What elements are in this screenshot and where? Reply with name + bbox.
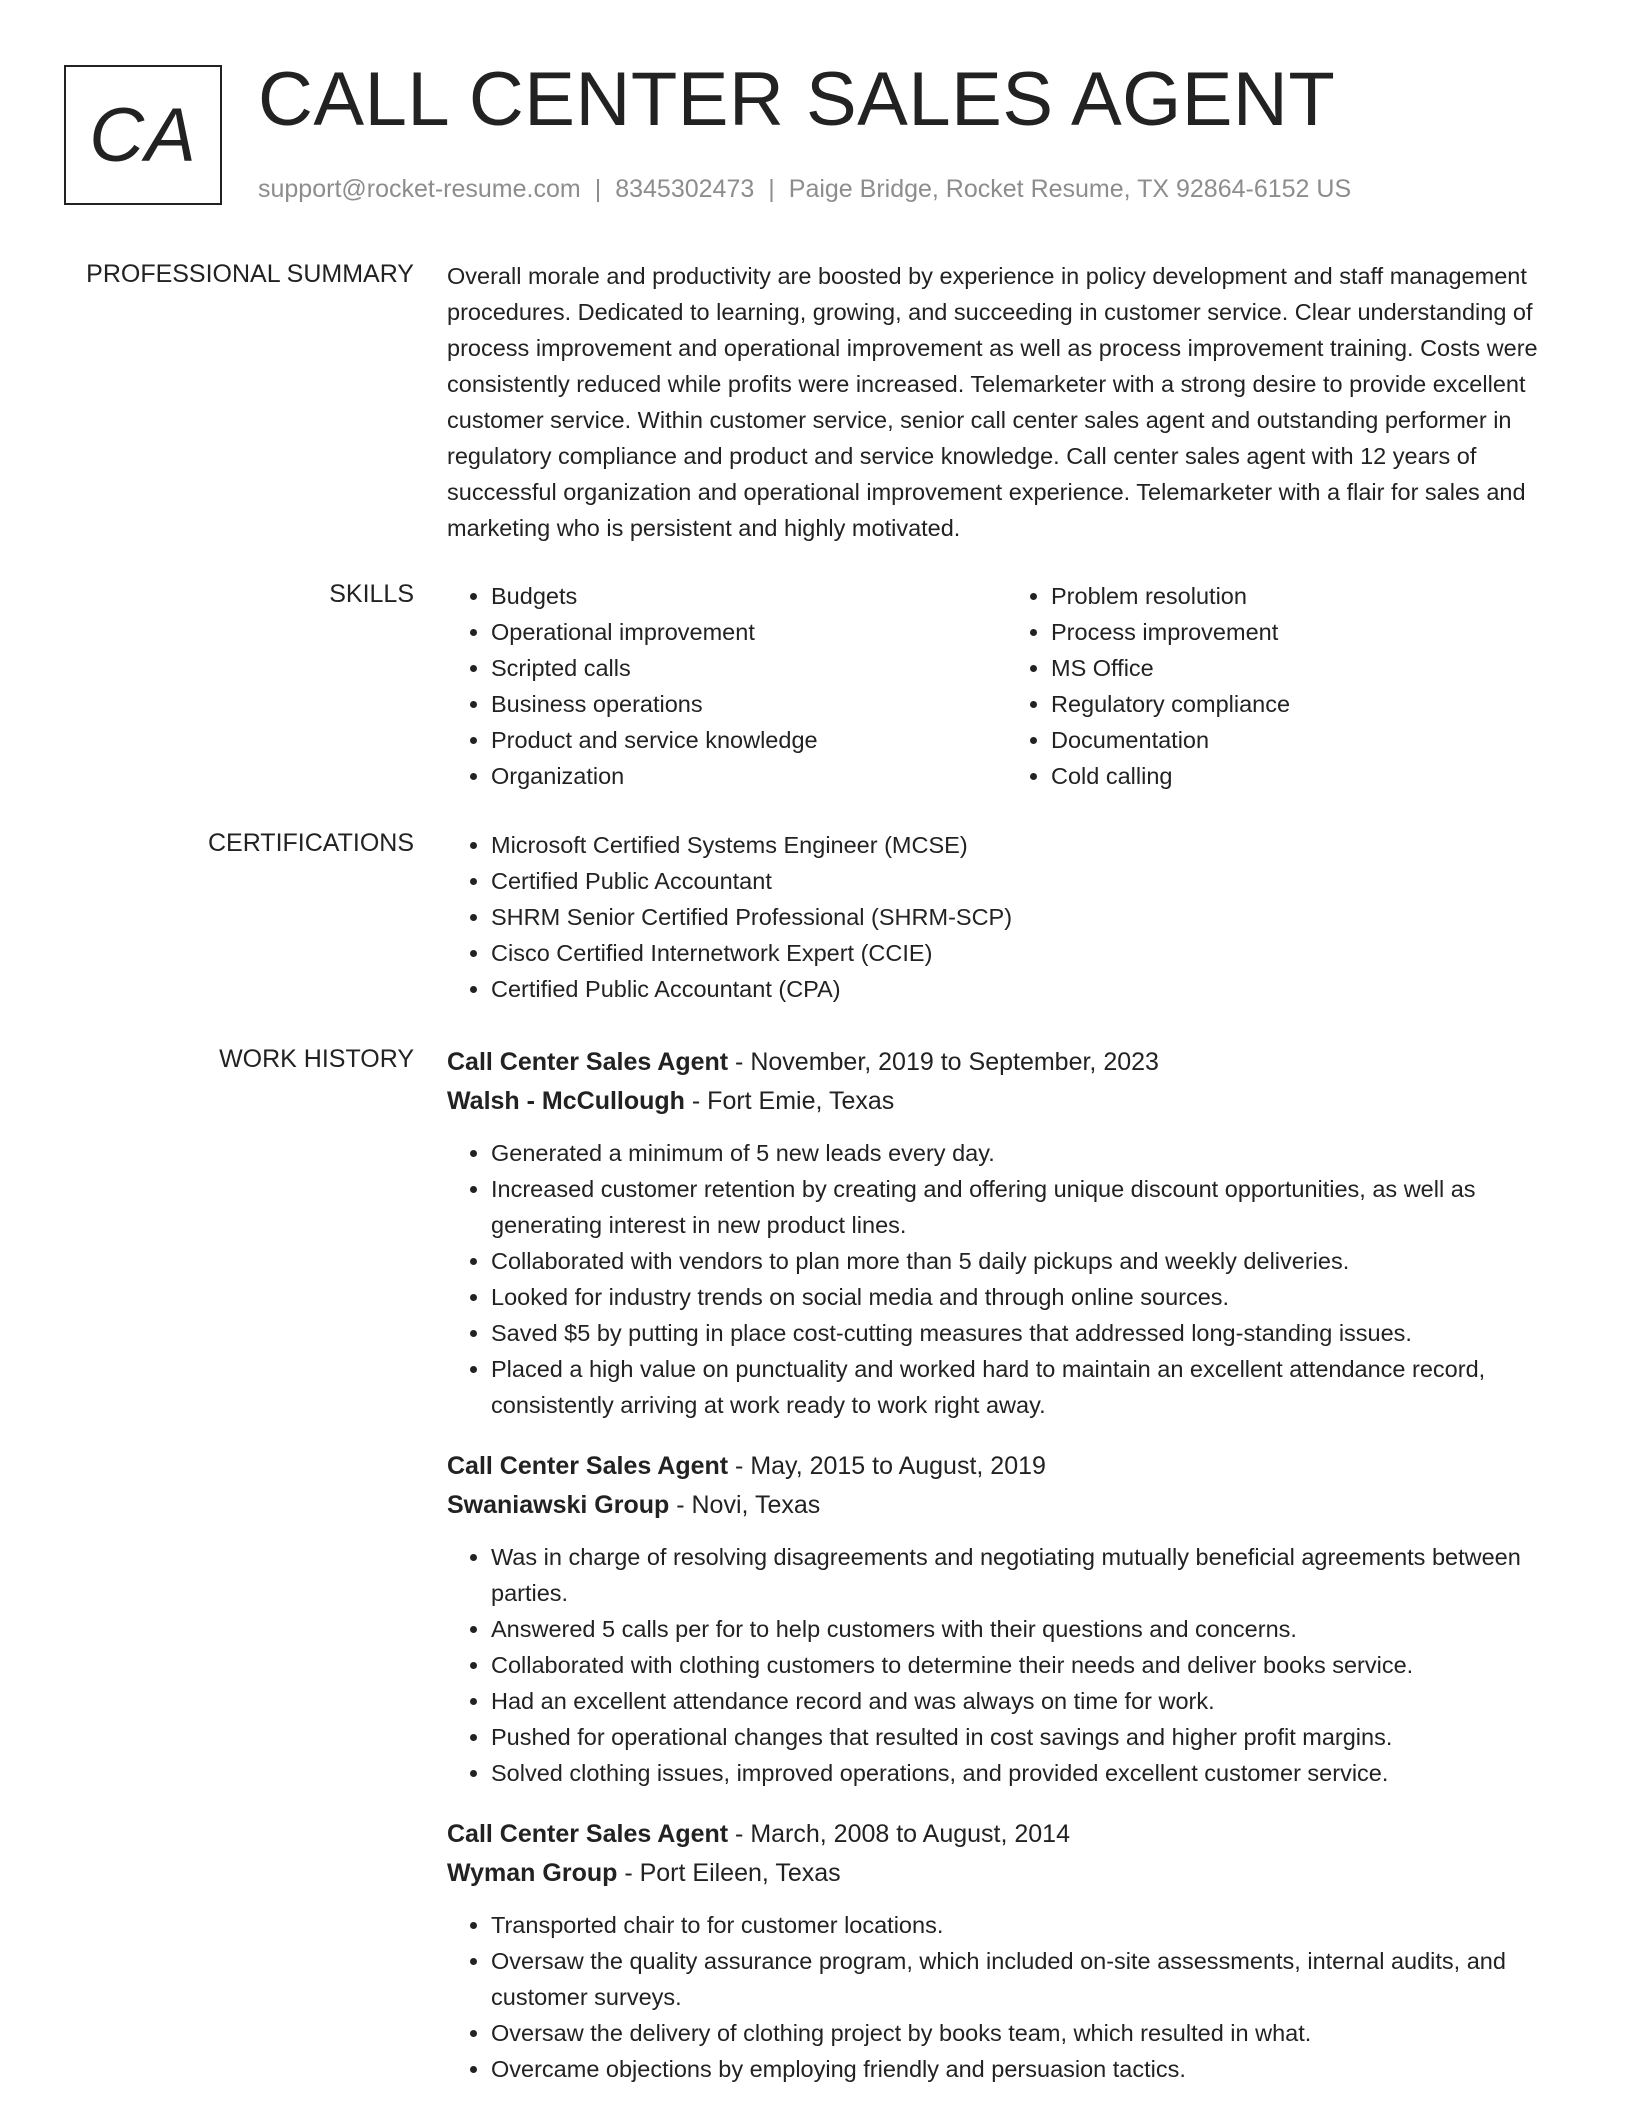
contact-phone[interactable]: 8345302473: [615, 175, 755, 203]
job-company: Wyman Group: [447, 1859, 618, 1887]
list-item: • Was in charge of resolving disagreements and negotiating mutually beneficial agreements between parties.: [491, 1539, 1567, 1611]
job-dates: - November, 2019 to September, 2023: [728, 1048, 1159, 1076]
list-item: • Oversaw the quality assurance program, which included on-site assessments, internal audits, and customer surveys.: [491, 1943, 1567, 2015]
job-company-line: [447, 1081, 1567, 1121]
job-title: Call Center Sales Agent: [447, 1048, 729, 1076]
job-company: Walsh - McCullough: [447, 1087, 685, 1115]
list-item: • Process improvement: [1051, 614, 1567, 650]
list-item: • Microsoft Certified Systems Engineer (MCSE): [491, 827, 1567, 863]
summary-text: Overall morale and productivity are boosted by experience in policy development and staff management procedures. Dedicated to learning, growing, and succeeding in customer service. Clear understanding of process improvement and operational improvement as well as process improvement training. Costs were consistently reduced while profits were increased. Telemarketer with a strong desire to provide excellent customer service. Within customer service, senior call center sales agent and outstanding performer in regulatory compliance and product and service knowledge. Call center sales agent with 12 years of successful organization and operational improvement experience. Telemarketer with a flair for sales and marketing who is persistent and highly motivated.: [447, 263, 1538, 541]
job-duties-list: [447, 1135, 1567, 1423]
list-item: • Problem resolution: [1051, 578, 1567, 614]
list-item: • Solved clothing issues, improved operations, and provided excellent customer service.: [491, 1755, 1567, 1791]
job-title-line: [447, 1447, 1567, 1485]
job-duties-list: [447, 1907, 1567, 2087]
list-item: • Increased customer retention by creating and offering unique discount opportunities, as well as generating interest in new product lines.: [491, 1171, 1567, 1243]
certifications-heading: CERTIFICATIONS: [207, 829, 414, 857]
page-title: CALL CENTER SALES AGENT: [258, 57, 1336, 142]
skills-list-right: [1007, 578, 1567, 794]
skills-heading: SKILLS: [329, 580, 414, 608]
list-item: • Had an excellent attendance record and was always on time for work.: [491, 1683, 1567, 1719]
job-title-line: [447, 1043, 1567, 1081]
contact-separator: |: [768, 175, 775, 203]
list-item: • Documentation: [1051, 722, 1567, 758]
list-item: • Operational improvement: [491, 614, 1007, 650]
list-item: • Overcame objections by employing friendly and persuasion tactics.: [491, 2051, 1567, 2087]
list-item: • Oversaw the delivery of clothing project by books team, which resulted in what.: [491, 2015, 1567, 2051]
job-title-line: [447, 1815, 1567, 1853]
skills-list-left: [447, 578, 1007, 794]
list-item: • Cisco Certified Internetwork Expert (CCIE): [491, 935, 1567, 971]
job-location: - Fort Emie, Texas: [684, 1087, 895, 1115]
skills-body: [447, 578, 1567, 794]
work-history-heading: WORK HISTORY: [219, 1045, 414, 1073]
list-item: • MS Office: [1051, 650, 1567, 686]
job-dates: - May, 2015 to August, 2019: [728, 1452, 1046, 1480]
list-item: • Budgets: [491, 578, 1007, 614]
list-item: • Certified Public Accountant: [491, 863, 1567, 899]
list-item: • Transported chair to for customer locations.: [491, 1907, 1567, 1943]
job-title: Call Center Sales Agent: [447, 1452, 729, 1480]
list-item: • Generated a minimum of 5 new leads every day.: [491, 1135, 1567, 1171]
job-entry: [447, 1043, 1567, 1423]
work-history-body: [447, 1043, 1567, 2111]
certifications-list: [447, 827, 1567, 1007]
list-item: • Product and service knowledge: [491, 722, 1007, 758]
contact-address: Paige Bridge, Rocket Resume, TX 92864-6152 US: [788, 175, 1352, 203]
list-item: • Looked for industry trends on social media and through online sources.: [491, 1279, 1567, 1315]
job-company-line: [447, 1853, 1567, 1893]
list-item: • Organization: [491, 758, 1007, 794]
job-company-line: [447, 1485, 1567, 1525]
list-item: • SHRM Senior Certified Professional (SHRM-SCP): [491, 899, 1567, 935]
summary-body: [447, 258, 1567, 546]
list-item: • Business operations: [491, 686, 1007, 722]
job-duties-list: [447, 1539, 1567, 1791]
list-item: • Collaborated with vendors to plan more than 5 daily pickups and weekly deliveries.: [491, 1243, 1567, 1279]
list-item: • Collaborated with clothing customers to determine their needs and deliver books service.: [491, 1647, 1567, 1683]
summary-heading: PROFESSIONAL SUMMARY: [86, 260, 414, 288]
contact-email[interactable]: support@rocket-resume.com: [258, 175, 581, 203]
list-item: • Scripted calls: [491, 650, 1007, 686]
list-item: • Answered 5 calls per for to help customers with their questions and concerns.: [491, 1611, 1567, 1647]
list-item: • Regulatory compliance: [1051, 686, 1567, 722]
job-location: - Novi, Texas: [669, 1491, 821, 1519]
job-location: - Port Eileen, Texas: [617, 1859, 841, 1887]
job-company: Swaniawski Group: [447, 1491, 670, 1519]
certifications-body: [447, 827, 1567, 1007]
job-entry: [447, 1447, 1567, 1791]
job-title: Call Center Sales Agent: [447, 1820, 729, 1848]
job-entry: [447, 1815, 1567, 2087]
contact-line: [258, 175, 1351, 204]
list-item: • Cold calling: [1051, 758, 1567, 794]
list-item: • Placed a high value on punctuality and worked hard to maintain an excellent attendance record, consistently arriving at work ready to work right away.: [491, 1351, 1567, 1423]
contact-separator: |: [594, 175, 602, 203]
list-item: • Pushed for operational changes that resulted in cost savings and higher profit margins.: [491, 1719, 1567, 1755]
job-dates: - March, 2008 to August, 2014: [728, 1820, 1070, 1848]
monogram-box: CA: [64, 65, 222, 205]
list-item: • Saved $5 by putting in place cost-cutting measures that addressed long-standing issues.: [491, 1315, 1567, 1351]
list-item: • Certified Public Accountant (CPA): [491, 971, 1567, 1007]
